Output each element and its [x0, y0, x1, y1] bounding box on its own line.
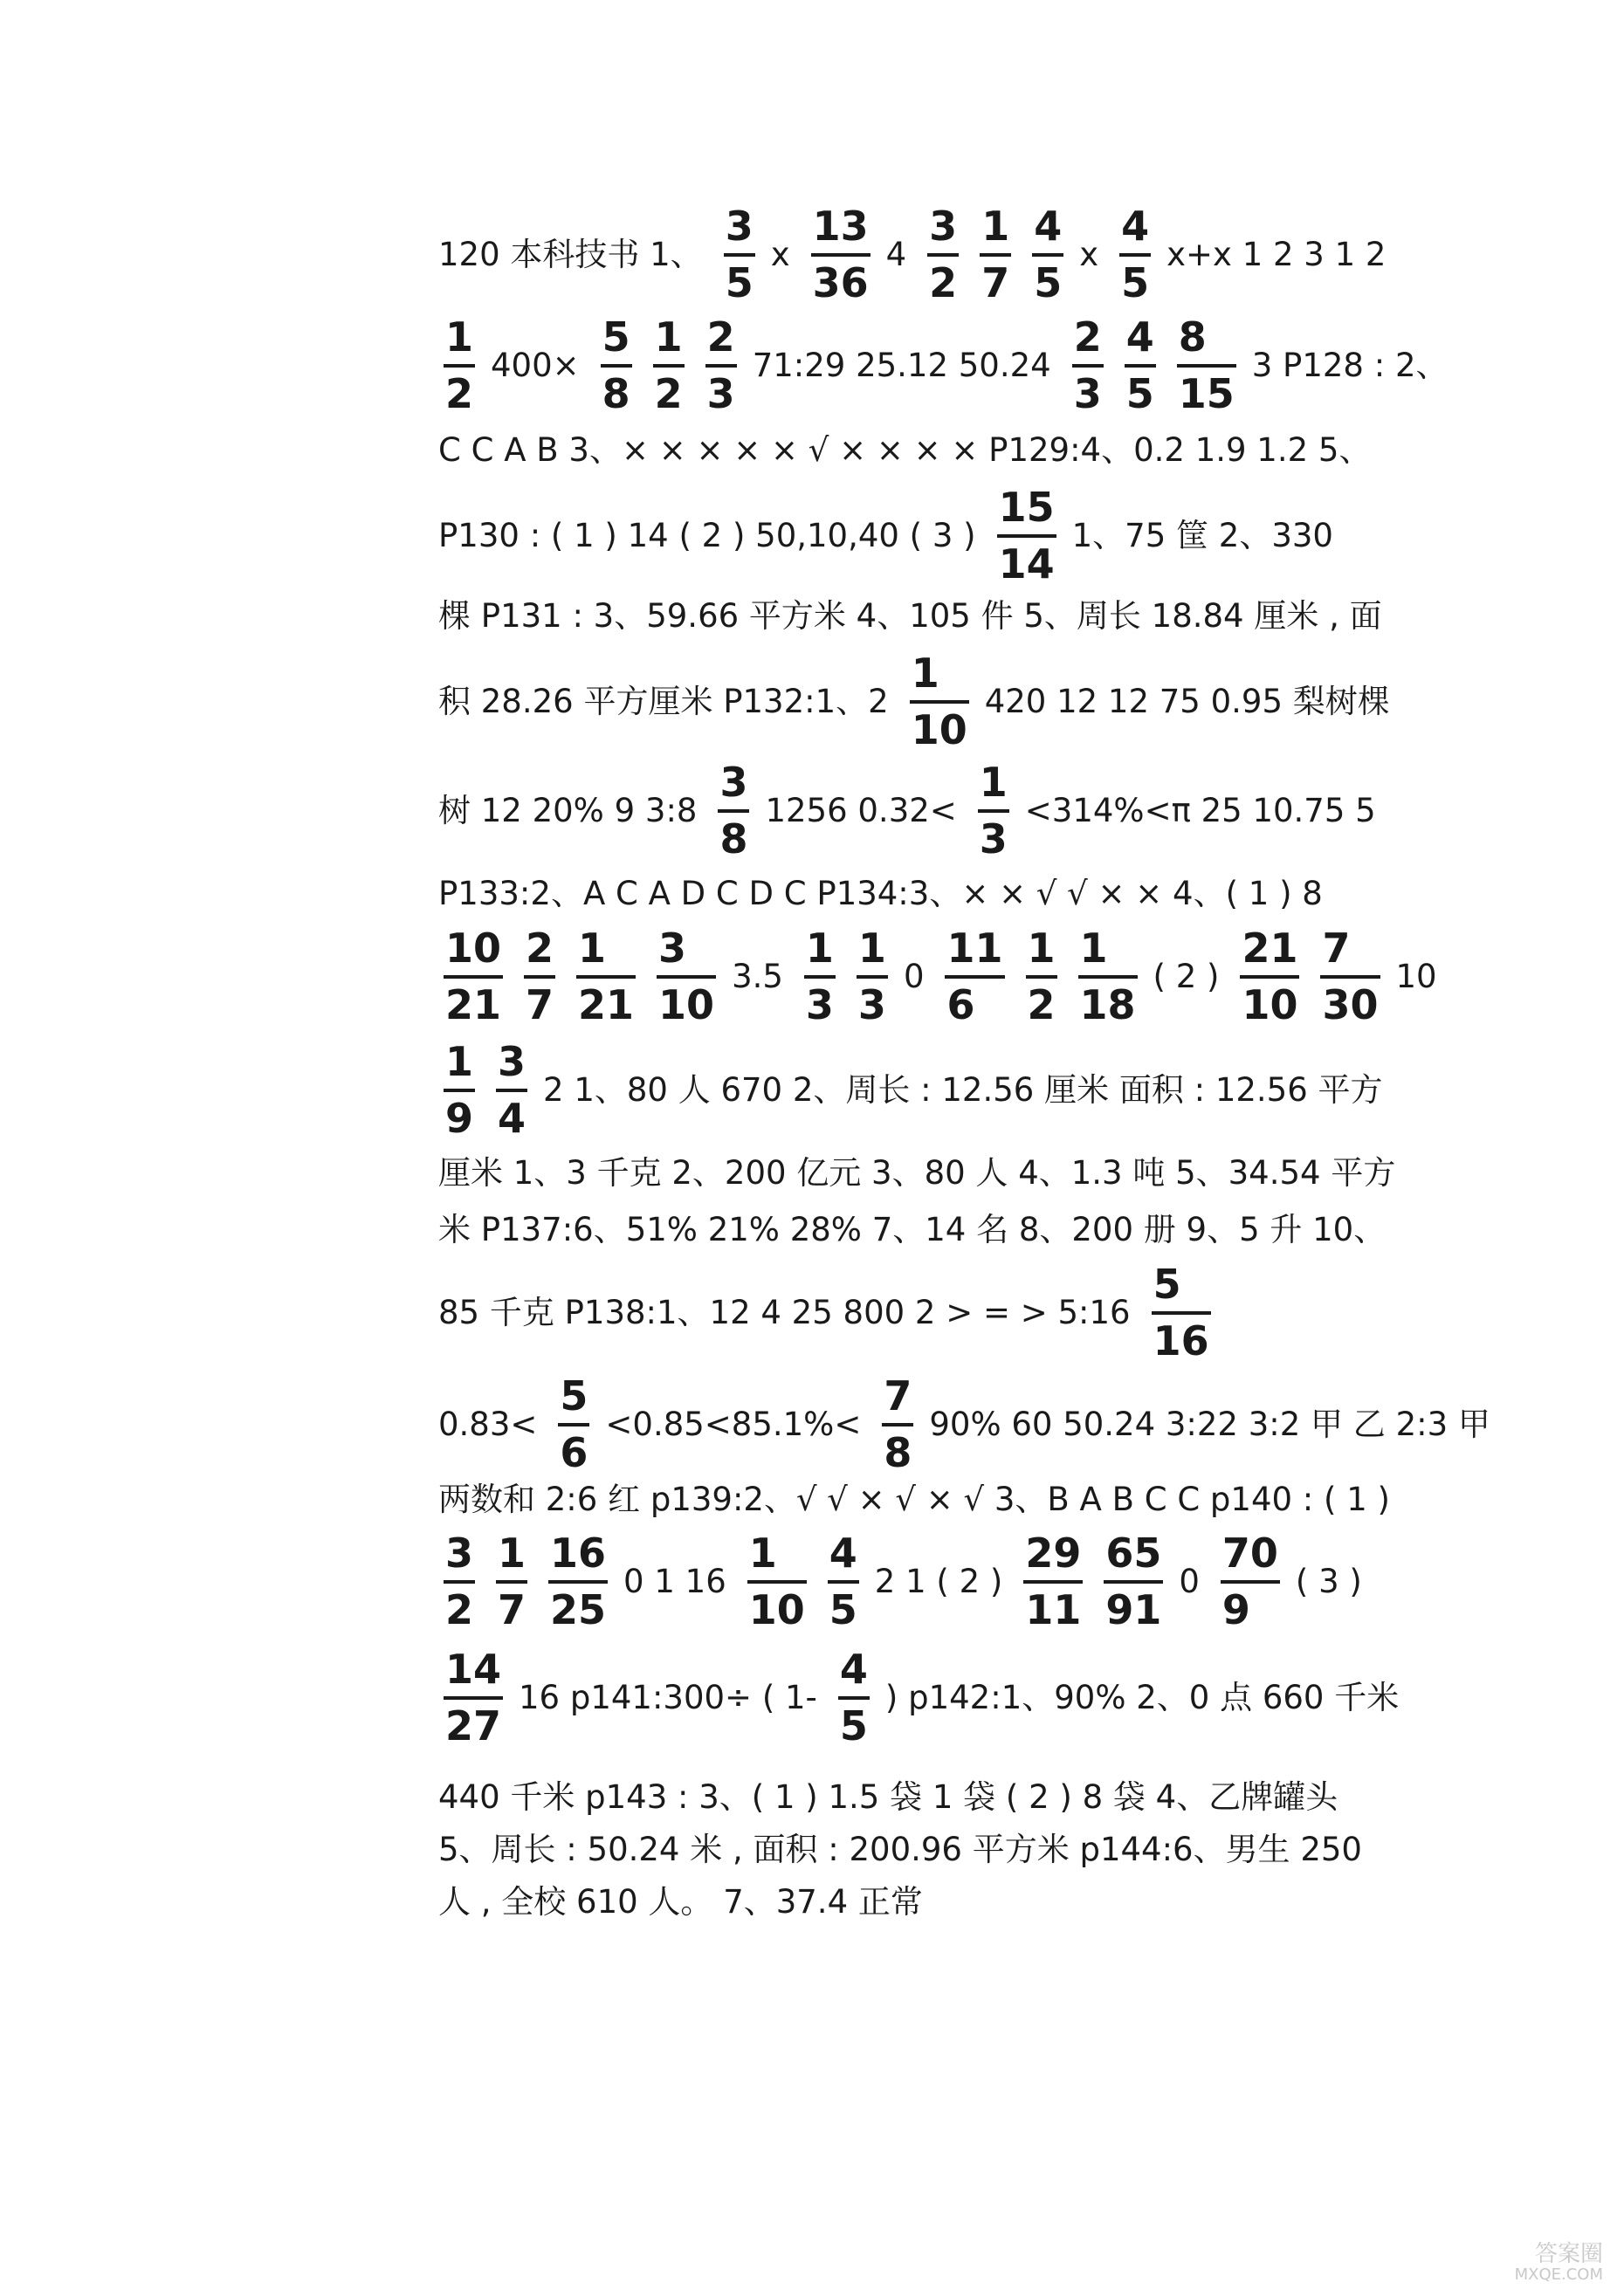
fraction-bar [1240, 975, 1299, 979]
fraction [747, 1530, 807, 1633]
fraction-numerator: 1 [498, 1530, 526, 1577]
fraction [524, 925, 555, 1028]
fraction-bar [980, 253, 1011, 257]
answer-text: 400× [491, 347, 580, 385]
answer-line [438, 760, 1392, 863]
fraction [1026, 925, 1057, 1028]
fraction [558, 1373, 589, 1476]
fraction [657, 925, 716, 1028]
fraction-denominator: 9 [1221, 1585, 1250, 1633]
answer-text: 2 1 ( 2 ) [874, 1563, 1003, 1601]
fraction-denominator: 5 [829, 1585, 857, 1633]
fraction [444, 1039, 475, 1142]
answer-text: ( 2 ) [1153, 958, 1220, 996]
fraction [1072, 314, 1104, 417]
fraction-denominator: 7 [498, 1585, 526, 1633]
answer-line [438, 1154, 1411, 1192]
fraction-denominator: 5 [839, 1701, 868, 1749]
answer-text: 90% 60 50.24 3:22 3:2 甲 乙 2:3 甲 [929, 1406, 1490, 1444]
fraction [718, 760, 749, 863]
fraction-bar [1104, 1580, 1163, 1584]
fraction-denominator: 30 [1322, 980, 1379, 1028]
fraction-numerator: 3 [658, 925, 687, 972]
fraction-denominator: 14 [998, 540, 1055, 588]
answer-text: 1、75 筐 2、330 [1071, 517, 1333, 555]
fraction-bar [657, 975, 716, 979]
fraction [1078, 925, 1138, 1028]
answer-line [438, 485, 1349, 588]
answer-text: 米 P137:6、51% 21% 28% 7、14 名 8、200 册 9、5 升 10、 [438, 1211, 1387, 1248]
fraction-numerator: 13 [812, 203, 869, 250]
fraction-numerator: 1 [979, 759, 1008, 806]
fraction-bar [496, 1580, 527, 1584]
fraction-denominator: 2 [929, 258, 958, 306]
watermark-url: MXQE.COM [1514, 2265, 1603, 2285]
fraction-numerator: 2 [1073, 313, 1102, 361]
answer-line [438, 1373, 1506, 1476]
answer-text: 0.83< [438, 1406, 538, 1444]
fraction-denominator: 8 [602, 369, 630, 417]
answer-text: 棵 P131 : 3、59.66 平方米 4、105 件 5、周长 18.84 厘米 , 面 [438, 597, 1382, 635]
fraction-denominator: 10 [748, 1585, 805, 1633]
answer-text: x [770, 236, 790, 274]
fraction-numerator: 1 [981, 203, 1010, 250]
fraction-numerator: 3 [498, 1038, 526, 1085]
answer-line [438, 314, 1464, 417]
fraction-denominator: 6 [946, 980, 975, 1028]
fraction [1104, 1530, 1163, 1633]
fraction-numerator: 4 [1125, 313, 1154, 361]
fraction-bar [718, 809, 749, 813]
answer-text: 树 12 20% 9 3:8 [438, 792, 698, 830]
answer-line [438, 597, 1398, 635]
answer-text: P133:2、A C A D C D C P134:3、× × √ √ × × 4、( 1 ) 8 [438, 875, 1323, 912]
fraction-numerator: 1 [805, 925, 834, 972]
fraction [444, 314, 475, 417]
fraction [653, 314, 685, 417]
fraction-bar [811, 253, 870, 257]
fraction-denominator: 6 [560, 1428, 588, 1476]
fraction-bar [838, 1696, 870, 1700]
fraction [548, 1530, 608, 1633]
answer-text: 两数和 2:6 红 p139:2、√ √ × √ × √ 3、B A B C C p140 : ( 1 ) [438, 1481, 1390, 1518]
answer-text: x [1079, 236, 1099, 274]
fraction-bar [524, 975, 555, 979]
answer-text: 厘米 1、3 千克 2、200 亿元 3、80 人 4、1.3 吨 5、34.54 平方 [438, 1154, 1396, 1192]
fraction [1320, 925, 1380, 1028]
fraction-denominator: 5 [1125, 369, 1154, 417]
fraction-bar [1152, 1311, 1211, 1315]
fraction-bar [444, 975, 503, 979]
fraction-bar [444, 1089, 475, 1092]
fraction-denominator: 5 [725, 258, 754, 306]
fraction [496, 1530, 527, 1633]
answer-text: 5、周长 : 50.24 米 , 面积 : 200.96 平方米 p144:6、男生 250 [438, 1831, 1362, 1868]
answer-text: 人 , 全校 610 人。 7、37.4 正常 [438, 1883, 923, 1921]
fraction-bar [705, 364, 737, 368]
fraction-denominator: 2 [654, 369, 683, 417]
fraction [444, 1646, 503, 1749]
answer-line [438, 1530, 1378, 1633]
fraction-numerator: 29 [1025, 1530, 1082, 1577]
answer-text: 积 28.26 平方厘米 P132:1、2 [438, 683, 889, 721]
fraction [811, 203, 870, 306]
fraction [1240, 925, 1299, 1028]
fraction-numerator: 3 [929, 203, 958, 250]
fraction [1221, 1530, 1280, 1633]
answer-text: x+x 1 2 3 1 2 [1166, 236, 1387, 274]
fraction-denominator: 8 [719, 815, 748, 863]
answer-line [438, 203, 1401, 306]
answer-line [438, 1261, 1227, 1365]
answer-line [438, 1481, 1406, 1516]
fraction-denominator: 21 [578, 980, 635, 1028]
fraction [1119, 203, 1151, 306]
fraction-numerator: 1 [445, 313, 474, 361]
fraction-denominator: 3 [979, 815, 1008, 863]
answer-line [438, 925, 1453, 1028]
fraction-denominator: 8 [884, 1428, 912, 1476]
answer-text: ) p142:1、90% 2、0 点 660 千米 [884, 1679, 1400, 1717]
fraction [1125, 314, 1156, 417]
fraction-numerator: 1 [578, 925, 607, 972]
fraction [945, 925, 1004, 1028]
fraction-denominator: 5 [1121, 258, 1150, 306]
fraction-numerator: 3 [719, 759, 748, 806]
answer-line [438, 431, 1387, 469]
fraction-denominator: 3 [805, 980, 834, 1028]
fraction-denominator: 5 [1034, 258, 1063, 306]
fraction-bar [576, 975, 636, 979]
answer-text: 10 [1395, 958, 1437, 996]
fraction-bar [653, 364, 685, 368]
answer-text: 85 千克 P138:1、12 4 25 800 2 > = > 5:16 [438, 1294, 1131, 1332]
fraction-bar [444, 364, 475, 368]
fraction [576, 925, 636, 1028]
fraction-numerator: 11 [946, 925, 1003, 972]
fraction-numerator: 7 [1322, 925, 1351, 972]
fraction-denominator: 10 [911, 705, 967, 753]
fraction-bar [1320, 975, 1380, 979]
answer-text: 440 千米 p143 : 3、( 1 ) 1.5 袋 1 袋 ( 2 ) 8 袋 4、乙牌罐头 [438, 1778, 1338, 1816]
fraction-bar [724, 253, 755, 257]
fraction-bar [1221, 1580, 1280, 1584]
answer-text: 1256 0.32< [765, 792, 957, 830]
fraction [1023, 1530, 1083, 1633]
fraction [444, 1530, 475, 1633]
fraction-numerator: 1 [911, 650, 939, 697]
fraction-numerator: 1 [1079, 925, 1108, 972]
answer-line [438, 650, 1406, 753]
fraction-denominator: 7 [981, 258, 1010, 306]
fraction-bar [1125, 364, 1156, 368]
fraction [980, 203, 1011, 306]
fraction-bar [1119, 253, 1151, 257]
fraction-denominator: 2 [1027, 980, 1056, 1028]
fraction [1177, 314, 1236, 417]
answer-text: 3 P128 : 2、 [1251, 347, 1449, 385]
fraction-denominator: 3 [857, 980, 886, 1028]
fraction-denominator: 2 [445, 369, 474, 417]
answer-text: 2 1、80 人 670 2、周长 : 12.56 厘米 面积 : 12.56 平方 [543, 1071, 1383, 1110]
fraction-numerator: 15 [998, 484, 1055, 531]
answer-text: C C A B 3、× × × × × √ × × × × P129:4、0.2 1.9 1.2 5、 [438, 431, 1372, 469]
fraction-bar [444, 1696, 503, 1700]
fraction [496, 1039, 527, 1142]
fraction-denominator: 16 [1153, 1316, 1209, 1365]
fraction-bar [978, 809, 1009, 813]
fraction-numerator: 1 [445, 1038, 474, 1085]
fraction-numerator: 70 [1221, 1530, 1278, 1577]
answer-text: 120 本科技书 1、 [438, 236, 703, 274]
fraction-numerator: 4 [1034, 203, 1063, 250]
fraction-denominator: 25 [550, 1585, 607, 1633]
fraction-numerator: 4 [1121, 203, 1150, 250]
fraction-bar [558, 1423, 589, 1426]
fraction-denominator: 91 [1105, 1585, 1162, 1633]
fraction-numerator: 16 [550, 1530, 607, 1577]
fraction-numerator: 65 [1105, 1530, 1162, 1577]
fraction-numerator: 1 [748, 1530, 777, 1577]
fraction-bar [1072, 364, 1104, 368]
answer-text: 71:29 25.12 50.24 [752, 347, 1051, 385]
fraction-bar [548, 1580, 608, 1584]
answer-line [438, 1039, 1399, 1142]
fraction [601, 314, 632, 417]
answer-text: 4 [885, 236, 907, 274]
fraction-bar [910, 700, 969, 704]
fraction-bar [1177, 364, 1236, 368]
fraction-denominator: 11 [1025, 1585, 1082, 1633]
answer-line [438, 876, 1338, 910]
fraction-numerator: 14 [445, 1646, 502, 1693]
fraction [978, 760, 1009, 863]
answer-line [438, 1778, 1353, 1816]
fraction-numerator: 5 [602, 313, 630, 361]
answer-text: 0 [1179, 1563, 1200, 1601]
answer-line [438, 1832, 1378, 1866]
fraction-bar [1078, 975, 1138, 979]
fraction-denominator: 27 [445, 1701, 502, 1749]
fraction-bar [828, 1580, 859, 1584]
fraction-bar [945, 975, 1004, 979]
fraction-bar [1023, 1580, 1083, 1584]
fraction-numerator: 2 [706, 313, 735, 361]
fraction [882, 1373, 913, 1476]
answer-text: 0 [903, 958, 925, 996]
fraction-numerator: 1 [857, 925, 886, 972]
fraction-numerator: 4 [839, 1646, 868, 1693]
fraction-bar [857, 975, 888, 979]
fraction-denominator: 7 [526, 980, 554, 1028]
answer-text: ( 3 ) [1295, 1563, 1362, 1601]
fraction-denominator: 15 [1178, 369, 1235, 417]
fraction-numerator: 1 [654, 313, 683, 361]
fraction-denominator: 2 [445, 1585, 474, 1633]
fraction-bar [1032, 253, 1063, 257]
fraction-numerator: 5 [1153, 1261, 1181, 1308]
fraction-bar [927, 253, 959, 257]
fraction-denominator: 18 [1079, 980, 1136, 1028]
fraction [838, 1646, 870, 1749]
fraction-numerator: 3 [725, 203, 754, 250]
fraction-bar [496, 1089, 527, 1092]
fraction-denominator: 21 [445, 980, 502, 1028]
fraction [724, 203, 755, 306]
fraction [444, 925, 503, 1028]
fraction-denominator: 9 [445, 1094, 474, 1142]
fraction [705, 314, 737, 417]
fraction [927, 203, 959, 306]
fraction-numerator: 7 [884, 1372, 912, 1420]
fraction-denominator: 3 [706, 369, 735, 417]
answer-line [438, 1883, 939, 1921]
fraction [1152, 1261, 1211, 1365]
fraction-numerator: 21 [1242, 925, 1298, 972]
fraction-bar [997, 534, 1056, 538]
answer-text: 420 12 12 75 0.95 梨树棵 [984, 683, 1390, 721]
fraction-denominator: 10 [658, 980, 715, 1028]
answer-text: 16 p141:300÷ ( 1- [519, 1679, 817, 1717]
fraction-numerator: 10 [445, 925, 502, 972]
fraction-denominator: 36 [812, 258, 869, 306]
fraction-bar [444, 1580, 475, 1584]
fraction-numerator: 8 [1178, 313, 1207, 361]
fraction-numerator: 5 [560, 1372, 588, 1420]
fraction-numerator: 2 [526, 925, 554, 972]
answer-line [438, 1646, 1414, 1749]
fraction-denominator: 10 [1242, 980, 1298, 1028]
answer-text: <0.85<85.1%< [605, 1406, 862, 1444]
answer-text: P130 : ( 1 ) 14 ( 2 ) 50,10,40 ( 3 ) [438, 517, 976, 555]
fraction-bar [1026, 975, 1057, 979]
fraction [804, 925, 836, 1028]
fraction-bar [747, 1580, 807, 1584]
fraction [828, 1530, 859, 1633]
watermark-logo: 答案圈 [1534, 2240, 1603, 2267]
fraction [1032, 203, 1063, 306]
fraction [997, 485, 1056, 588]
answer-text: <314%<π 25 10.75 5 [1024, 792, 1376, 830]
fraction-bar [601, 364, 632, 368]
fraction-bar [882, 1423, 913, 1426]
fraction-denominator: 3 [1073, 369, 1102, 417]
answer-line [438, 1212, 1401, 1246]
fraction [857, 925, 888, 1028]
watermark [1515, 2242, 1603, 2284]
fraction-numerator: 4 [829, 1530, 857, 1577]
fraction-bar [804, 975, 836, 979]
fraction-numerator: 1 [1027, 925, 1056, 972]
answer-text: 3.5 [732, 958, 783, 996]
fraction-denominator: 4 [498, 1094, 526, 1142]
fraction-numerator: 3 [445, 1530, 474, 1577]
fraction [910, 650, 969, 753]
answer-text: 0 1 16 [623, 1563, 726, 1601]
